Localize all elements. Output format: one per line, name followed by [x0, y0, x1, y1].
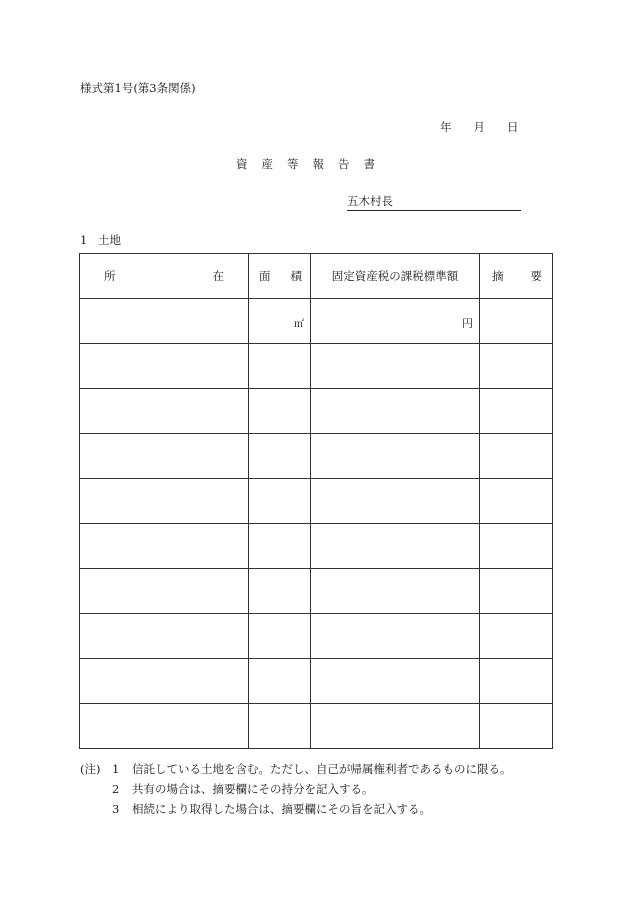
table-row	[80, 614, 553, 659]
valuation-cell[interactable]	[311, 569, 480, 614]
table-row	[80, 569, 553, 614]
remarks-cell[interactable]	[480, 479, 553, 524]
location-cell[interactable]	[80, 479, 249, 524]
location-cell[interactable]	[80, 299, 249, 344]
remarks-cell[interactable]	[480, 389, 553, 434]
note-number: 3	[112, 802, 120, 816]
area-cell[interactable]	[249, 614, 311, 659]
note-text: 相続により取得した場合は、摘要欄にその旨を記入する。	[132, 802, 431, 816]
remarks-cell[interactable]	[480, 704, 553, 749]
land-table	[79, 253, 553, 749]
note-text: 共有の場合は、摘要欄にその持分を記入する。	[132, 782, 374, 796]
valuation-cell[interactable]	[311, 299, 480, 344]
table-row	[80, 299, 553, 344]
notes-label: (注)	[80, 762, 101, 776]
area-cell[interactable]	[249, 389, 311, 434]
remarks-cell[interactable]	[480, 524, 553, 569]
remarks-cell[interactable]	[480, 299, 553, 344]
header-valuation: 固定資産税の課税標準額	[311, 254, 480, 299]
table-header-row	[80, 254, 553, 299]
area-cell[interactable]	[249, 299, 311, 344]
table-row	[80, 344, 553, 389]
location-cell[interactable]	[80, 659, 249, 704]
area-cell[interactable]	[249, 479, 311, 524]
note-text: 信託している土地を含む。ただし、自己が帰属権利者であるものに限る。	[132, 762, 512, 776]
day-label: 日	[507, 120, 519, 134]
location-cell[interactable]	[80, 434, 249, 479]
area-cell[interactable]	[249, 659, 311, 704]
table-row	[80, 524, 553, 569]
notes	[80, 759, 512, 819]
location-cell[interactable]	[80, 389, 249, 434]
valuation-cell[interactable]	[311, 659, 480, 704]
area-cell[interactable]	[249, 569, 311, 614]
month-label: 月	[473, 120, 485, 134]
title-char: 等	[287, 157, 313, 171]
valuation-cell[interactable]	[311, 344, 480, 389]
valuation-cell[interactable]	[311, 434, 480, 479]
remarks-cell[interactable]	[480, 344, 553, 389]
table-row	[80, 659, 553, 704]
note-item	[80, 759, 512, 779]
valuation-cell[interactable]	[311, 389, 480, 434]
location-cell[interactable]	[80, 569, 249, 614]
area-unit: ㎡	[294, 319, 304, 330]
year-label: 年	[440, 120, 452, 134]
location-cell[interactable]	[80, 704, 249, 749]
section-label: 土地	[98, 233, 121, 247]
form-number: 様式第1号(第3条関係)	[80, 81, 196, 95]
valuation-cell[interactable]	[311, 524, 480, 569]
section-number: 1	[80, 233, 88, 247]
area-cell[interactable]	[249, 524, 311, 569]
header-remarks: 摘 要	[480, 254, 553, 299]
note-item	[80, 799, 512, 819]
table-row	[80, 389, 553, 434]
note-number: 2	[112, 782, 120, 796]
title-char: 資	[236, 157, 262, 171]
table-row	[80, 704, 553, 749]
title-char: 報	[312, 157, 338, 171]
note-item	[80, 779, 512, 799]
remarks-cell[interactable]	[480, 614, 553, 659]
section-heading	[80, 232, 121, 248]
title-char: 書	[363, 157, 389, 171]
remarks-cell[interactable]	[480, 569, 553, 614]
location-cell[interactable]	[80, 614, 249, 659]
valuation-cell[interactable]	[311, 614, 480, 659]
header-location: 所 在	[80, 254, 249, 299]
title-char: 告	[338, 157, 364, 171]
valuation-cell[interactable]	[311, 704, 480, 749]
table-row	[80, 434, 553, 479]
note-number: 1	[112, 762, 120, 776]
area-cell[interactable]	[249, 704, 311, 749]
area-cell[interactable]	[249, 344, 311, 389]
addressee: 五木村長	[347, 193, 521, 211]
table-row	[80, 479, 553, 524]
date-line	[440, 119, 519, 135]
remarks-cell[interactable]	[480, 434, 553, 479]
valuation-cell[interactable]	[311, 479, 480, 524]
header-area: 面 積	[249, 254, 311, 299]
valuation-unit: 円	[462, 317, 473, 330]
title-char: 産	[261, 157, 287, 171]
remarks-cell[interactable]	[480, 659, 553, 704]
document-title	[236, 156, 389, 172]
area-cell[interactable]	[249, 434, 311, 479]
location-cell[interactable]	[80, 524, 249, 569]
location-cell[interactable]	[80, 344, 249, 389]
